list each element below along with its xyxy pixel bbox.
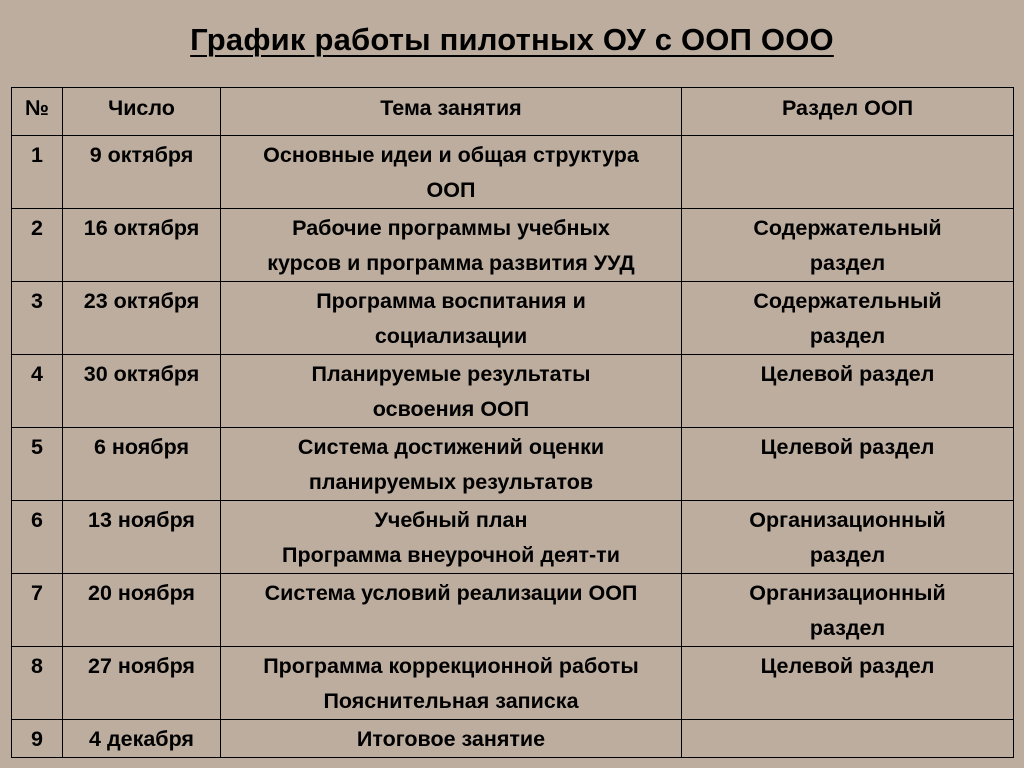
table-row xyxy=(12,501,1014,574)
row-section xyxy=(682,647,1014,720)
topic-line: Основные идеи и общая структура xyxy=(263,143,639,167)
row-date: 6 ноября xyxy=(63,428,221,501)
row-topic xyxy=(221,136,682,209)
row-date: 13 ноября xyxy=(63,501,221,574)
row-section xyxy=(682,574,1014,647)
topic-line: Программа коррекционной работы xyxy=(263,654,639,678)
row-number: 6 xyxy=(12,501,63,574)
section-line: раздел xyxy=(809,324,886,348)
row-section xyxy=(682,282,1014,355)
row-number: 9 xyxy=(12,720,63,758)
table-row xyxy=(12,720,1014,758)
row-date: 20 ноября xyxy=(63,574,221,647)
row-date: 4 декабря xyxy=(63,720,221,758)
row-date: 30 октября xyxy=(63,355,221,428)
row-section xyxy=(682,209,1014,282)
table-row xyxy=(12,355,1014,428)
section-line: Целевой раздел xyxy=(760,435,935,459)
schedule-table-body xyxy=(12,88,1014,758)
table-row xyxy=(12,136,1014,209)
topic-line: Система условий реализации ООП xyxy=(264,581,638,605)
row-topic xyxy=(221,355,682,428)
row-number: 5 xyxy=(12,428,63,501)
row-section xyxy=(682,720,1014,758)
row-topic xyxy=(221,282,682,355)
topic-line: Программа внеурочной деят-ти xyxy=(282,543,620,567)
section-line: раздел xyxy=(809,251,886,275)
topic-line: Система достижений оценки xyxy=(297,435,605,459)
topic-line: социализации xyxy=(374,324,528,348)
row-topic xyxy=(221,428,682,501)
section-line: раздел xyxy=(809,616,886,640)
section-line: Содержательный xyxy=(753,289,942,313)
header-section: Раздел ООП xyxy=(682,88,1014,136)
topic-line: курсов и программа развития УУД xyxy=(267,251,635,275)
section-line: Организационный xyxy=(749,508,946,532)
section-line: Организационный xyxy=(749,581,946,605)
header-topic: Тема занятия xyxy=(221,88,682,136)
row-date: 27 ноября xyxy=(63,647,221,720)
row-topic xyxy=(221,501,682,574)
schedule-table xyxy=(11,87,1014,758)
topic-line: Планируемые результаты xyxy=(311,362,591,386)
topic-line: ООП xyxy=(426,178,476,202)
table-row xyxy=(12,574,1014,647)
page-title: График работы пилотных ОУ с ООП ООО xyxy=(190,22,834,57)
row-section xyxy=(682,428,1014,501)
table-row xyxy=(12,647,1014,720)
topic-line: освоения ООП xyxy=(372,397,530,421)
table-row xyxy=(12,428,1014,501)
topic-line: Пояснительная записка xyxy=(323,689,579,713)
row-topic xyxy=(221,647,682,720)
row-topic xyxy=(221,720,682,758)
header-date: Число xyxy=(63,88,221,136)
table-header-row xyxy=(12,88,1014,136)
section-line: Целевой раздел xyxy=(760,654,935,678)
section-line: раздел xyxy=(809,543,886,567)
row-number: 8 xyxy=(12,647,63,720)
row-number: 3 xyxy=(12,282,63,355)
row-section xyxy=(682,136,1014,209)
row-date: 9 октября xyxy=(63,136,221,209)
topic-line: планируемых результатов xyxy=(308,470,594,494)
row-number: 7 xyxy=(12,574,63,647)
table-row xyxy=(12,282,1014,355)
row-number: 4 xyxy=(12,355,63,428)
topic-line: Рабочие программы учебных xyxy=(292,216,610,240)
row-number: 1 xyxy=(12,136,63,209)
row-date: 16 октября xyxy=(63,209,221,282)
table-row xyxy=(12,209,1014,282)
row-number: 2 xyxy=(12,209,63,282)
row-topic xyxy=(221,574,682,647)
topic-line: Итоговое занятие xyxy=(356,727,546,751)
topic-line: Учебный план xyxy=(374,508,528,532)
row-topic xyxy=(221,209,682,282)
header-num: № xyxy=(12,88,63,136)
topic-line: Программа воспитания и xyxy=(316,289,586,313)
row-section xyxy=(682,355,1014,428)
row-date: 23 октября xyxy=(63,282,221,355)
section-line: Содержательный xyxy=(753,216,942,240)
row-section xyxy=(682,501,1014,574)
section-line: Целевой раздел xyxy=(760,362,935,386)
